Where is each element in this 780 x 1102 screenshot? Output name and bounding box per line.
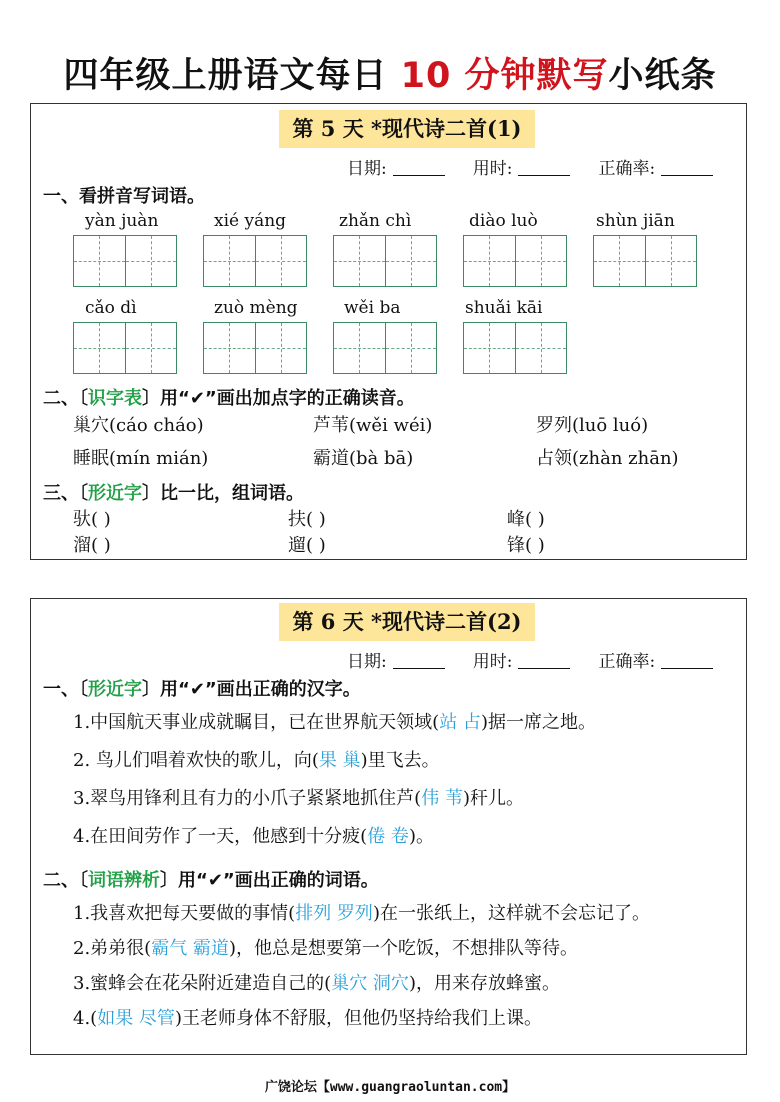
time-blank[interactable] <box>518 668 570 669</box>
day5-section1-title: 一、看拼音写词语。 <box>43 186 205 207</box>
compare-item[interactable]: 扶( ) <box>288 509 326 530</box>
compare-item[interactable]: 溜( ) <box>73 535 111 556</box>
date-blank[interactable] <box>393 668 445 669</box>
day6-card <box>30 598 747 1055</box>
answer-options[interactable]: 霸气 霸道 <box>151 938 229 959</box>
writing-grid[interactable] <box>463 235 567 287</box>
writing-grid[interactable] <box>463 322 567 374</box>
question-item: 4.在田间劳作了一天，他感到十分疲(倦 卷)。 <box>73 826 434 847</box>
question-item: 1.我喜欢把每天要做的事情(排列 罗列)在一张纸上，这样就不会忘记了。 <box>73 903 650 924</box>
answer-options[interactable]: 倦 卷 <box>367 826 409 847</box>
answer-options[interactable]: 排列 罗列 <box>295 903 373 924</box>
reading-item: 罗列(luō luó) <box>536 415 649 436</box>
pinyin-label: wěi ba <box>344 298 401 318</box>
pinyin-label: diào luò <box>469 211 538 231</box>
day6-meta: 日期: 用时: 正确率: <box>347 647 713 672</box>
pinyin-label: shùn jiān <box>596 211 675 231</box>
compare-item[interactable]: 遛( ) <box>288 535 326 556</box>
writing-grid[interactable] <box>73 322 177 374</box>
question-item: 1.中国航天事业成就瞩目，已在世界航天领域(站 占)据一席之地。 <box>73 712 596 733</box>
pinyin-label: zuò mèng <box>214 298 298 318</box>
pinyin-label: shuǎi kāi <box>465 298 543 318</box>
answer-options[interactable]: 果 巢 <box>318 750 361 771</box>
day6-header: 第 6 天 *现代诗二首(2) <box>279 603 535 641</box>
reading-item: 睡眠(mín mián) <box>73 448 209 469</box>
footer-source: 广饶论坛【www.guangraoluntan.com】 <box>264 1080 516 1095</box>
reading-item: 巢穴(cáo cháo) <box>73 415 204 436</box>
day5-section2-title: 二、〔识字表〕用“✔”画出加点字的正确读音。 <box>43 388 415 409</box>
pinyin-label: yàn juàn <box>85 211 159 231</box>
answer-options[interactable]: 巢穴 洞穴 <box>331 973 409 994</box>
writing-grid[interactable] <box>73 235 177 287</box>
day5-card <box>30 103 747 560</box>
compare-item[interactable]: 锋( ) <box>507 535 545 556</box>
compare-item[interactable]: 驮( ) <box>73 509 111 530</box>
day5-meta: 日期: 用时: 正确率: <box>347 154 713 179</box>
answer-options[interactable]: 伟 苇 <box>421 788 463 809</box>
writing-grid[interactable] <box>593 235 697 287</box>
question-item: 4.(如果 尽管)王老师身体不舒服，但他仍坚持给我们上课。 <box>73 1008 542 1029</box>
answer-options[interactable]: 站 占 <box>439 712 481 733</box>
reading-item: 霸道(bà bā) <box>313 448 414 469</box>
answer-options[interactable]: 如果 尽管 <box>97 1008 175 1029</box>
writing-grid[interactable] <box>333 322 437 374</box>
writing-grid[interactable] <box>203 322 307 374</box>
page-title: 四年级上册语文每日 10 分钟默写小纸条 <box>63 56 717 96</box>
question-item: 3.蜜蜂会在花朵附近建造自己的(巢穴 洞穴)，用来存放蜂蜜。 <box>73 973 560 994</box>
question-item: 3.翠鸟用锋利且有力的小爪子紧紧地抓住芦(伟 苇)秆儿。 <box>73 788 524 809</box>
day6-section2-title: 二、〔词语辨析〕用“✔”画出正确的词语。 <box>43 870 379 891</box>
compare-item[interactable]: 峰( ) <box>507 509 545 530</box>
reading-item: 占领(zhàn zhān) <box>536 448 679 469</box>
pinyin-label: zhǎn chì <box>339 211 412 231</box>
writing-grid[interactable] <box>203 235 307 287</box>
question-item: 2.弟弟很(霸气 霸道)，他总是想要第一个吃饭，不想排队等待。 <box>73 938 578 959</box>
question-item: 2. 鸟儿们唱着欢快的歌儿，向(果 巢)里飞去。 <box>73 750 440 771</box>
accuracy-blank[interactable] <box>661 175 713 176</box>
reading-item: 芦苇(wěi wéi) <box>313 415 433 436</box>
day6-section1-title: 一、〔形近字〕用“✔”画出正确的汉字。 <box>43 679 361 700</box>
writing-grid[interactable] <box>333 235 437 287</box>
day5-header: 第 5 天 *现代诗二首(1) <box>279 110 535 148</box>
time-blank[interactable] <box>518 175 570 176</box>
accuracy-blank[interactable] <box>661 668 713 669</box>
day5-section3-title: 三、〔形近字〕比一比，组词语。 <box>43 483 304 504</box>
pinyin-label: cǎo dì <box>85 298 137 318</box>
pinyin-label: xié yáng <box>214 211 287 231</box>
date-blank[interactable] <box>393 175 445 176</box>
